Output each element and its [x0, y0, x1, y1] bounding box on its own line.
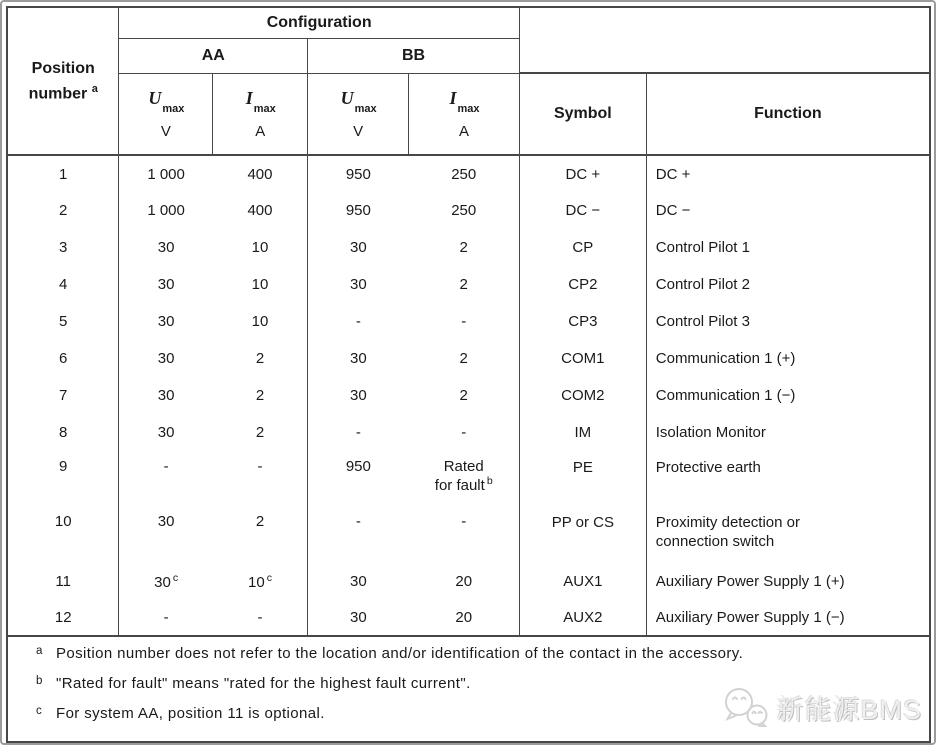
cell-bb_i: 250: [409, 192, 520, 229]
cell-bb_u: -: [355, 513, 361, 530]
cell-bb_i: 2: [409, 340, 520, 377]
footnote-marker-c: c: [36, 705, 42, 717]
position-label-line2: number: [28, 85, 88, 103]
cell-bb_u: 30: [350, 276, 367, 293]
footnote: [8, 704, 929, 734]
cell-aa_i: 2: [213, 340, 308, 377]
footnote: [8, 674, 929, 704]
table-row: [7, 600, 930, 636]
footnote: [8, 644, 929, 674]
cell-bb_i: 2: [409, 229, 520, 266]
cell-aa_i: 400: [213, 192, 308, 229]
footnote-ref-a: a: [91, 82, 98, 95]
cell-symbol: AUX2: [519, 600, 646, 636]
cell-pos: 1: [7, 155, 119, 192]
cell-aa_u: -: [163, 458, 169, 475]
cell-bb_u: -: [355, 424, 361, 441]
cell-bb_i: Rated for fault $^b$: [409, 451, 520, 506]
cell-aa_i: 2: [213, 414, 308, 451]
footnote-marker-a: a: [36, 645, 43, 657]
header-configuration: Configuration: [119, 7, 520, 38]
cell-symbol: DC +: [519, 155, 646, 192]
header-aa-imax: [213, 73, 308, 155]
cell-fn: Communication 1 (+): [655, 350, 796, 367]
header-bb-umax: [308, 73, 409, 155]
cell-bb_u: 950: [345, 165, 371, 183]
volt-unit-label: V: [353, 122, 364, 140]
cell-symbol: IM: [519, 414, 646, 451]
header-bb-imax: [409, 73, 520, 155]
footnote-text-a: Position number does not refer to the location and/or identification of the contact in the accessory.: [56, 645, 744, 662]
cell-aa_u: 30: [157, 387, 175, 404]
cell-pos: 6: [7, 340, 119, 377]
cell-symbol: AUX1: [519, 562, 646, 600]
cell-pos: 3: [7, 229, 119, 266]
table-header: [7, 7, 930, 155]
header-aa-umax: [119, 73, 213, 155]
cell-pos: 4: [7, 266, 119, 303]
cell-bb_i: -: [409, 303, 520, 340]
table-row: [7, 155, 930, 192]
amp-unit-label: A: [255, 122, 266, 140]
cell-pos: 5: [7, 303, 119, 340]
cell-pos: 7: [7, 377, 119, 414]
table-row: [7, 506, 930, 562]
cell-bb_i: -: [409, 414, 520, 451]
cell-aa_u: 30: [157, 350, 175, 367]
cell-aa_u: 1 000: [147, 202, 185, 219]
cell-aa_u: 30 $^c$: [154, 571, 179, 591]
header-symbol: Symbol: [519, 73, 646, 155]
contact-assignment-table: [6, 6, 931, 743]
cell-pos: 10: [7, 506, 119, 562]
cell-bb_i: 2: [409, 377, 520, 414]
cell-fn: Auxiliary Power Supply 1 (−): [655, 609, 845, 626]
cell-bb_i: -: [409, 506, 520, 562]
cell-aa_u: 30: [157, 313, 175, 330]
cell-bb_u: 30: [350, 350, 367, 367]
cell-symbol: CP: [519, 229, 646, 266]
cell-pos: 12: [7, 600, 119, 636]
cell-fn: Protective earth: [655, 459, 761, 476]
cell-aa_i: 400: [213, 155, 308, 192]
cell-pos: 8: [7, 414, 119, 451]
footnote-cell: [7, 636, 930, 742]
cell-fn: Communication 1 (−): [655, 387, 796, 404]
table-row: [7, 192, 930, 229]
table-row: [7, 414, 930, 451]
watermark-text: 新能源BMS: [776, 694, 922, 725]
header-row-quantities: [7, 73, 930, 155]
header-empty-cell: [519, 7, 930, 73]
cell-aa_i: -: [213, 600, 308, 636]
cell-symbol: DC −: [519, 192, 646, 229]
cell-symbol: CP3: [519, 303, 646, 340]
cell-aa_i: 10: [213, 303, 308, 340]
header-row-configuration: [7, 7, 930, 38]
cell-bb_u: 950: [345, 458, 371, 475]
volt-unit-label: V: [160, 122, 171, 140]
cell-fn: DC −: [655, 202, 691, 219]
cell-aa_i: 2: [213, 506, 308, 562]
cell-fn: Control Pilot 2: [655, 276, 750, 293]
cell-pos: 11: [7, 562, 119, 600]
table-row: [7, 303, 930, 340]
header-function: Function: [646, 73, 930, 155]
cell-aa_u: 1 000: [147, 165, 185, 183]
cell-pos: 2: [7, 192, 119, 229]
footnote-text-c: For system AA, position 11 is optional.: [56, 705, 325, 722]
umax-label: $U_{max}$: [148, 87, 185, 115]
table-row: [7, 229, 930, 266]
cell-aa_u: 30: [157, 276, 175, 293]
cell-bb_u: 30: [350, 239, 367, 256]
footnote-marker-b: b: [36, 675, 43, 687]
cell-bb_i: 2: [409, 266, 520, 303]
footnote-ref-c: c: [266, 571, 272, 584]
cell-aa_u: 30: [157, 239, 175, 256]
cell-fn: Control Pilot 1: [655, 239, 750, 256]
footnote-ref-b: b: [486, 475, 493, 487]
cell-aa_u: 30: [157, 513, 175, 530]
cell-fn: Isolation Monitor: [655, 424, 766, 441]
cell-bb_u: 30: [350, 572, 367, 590]
table-row: [7, 266, 930, 303]
cell-bb_i: 250: [409, 155, 520, 192]
table-row: [7, 377, 930, 414]
umax-label: $U_{max}$: [340, 87, 377, 115]
cell-aa_i: -: [213, 451, 308, 506]
cell-symbol: PE: [519, 451, 646, 506]
table-footnotes: [7, 636, 930, 742]
cell-aa_i: 10: [213, 229, 308, 266]
cell-symbol: COM1: [519, 340, 646, 377]
table-row: [7, 340, 930, 377]
header-position-number: [7, 7, 119, 155]
footnote-ref-c: c: [172, 571, 179, 584]
imax-label: $I_{max}$: [245, 87, 276, 115]
amp-unit-label: A: [458, 122, 469, 140]
cell-bb_u: -: [355, 313, 361, 330]
footnote-row: [7, 636, 930, 742]
table-body: [7, 155, 930, 636]
cell-bb_u: 950: [345, 202, 371, 219]
cell-symbol: CP2: [519, 266, 646, 303]
cell-bb_i: 20: [409, 600, 520, 636]
header-config-bb: BB: [308, 38, 520, 73]
table-row: [7, 562, 930, 600]
cell-fn: DC +: [655, 165, 691, 183]
imax-label: $I_{max}$: [449, 87, 480, 115]
position-label-line1: Position: [31, 59, 95, 77]
cell-aa_u: -: [163, 609, 169, 626]
cell-bb_u: 30: [350, 609, 367, 626]
cell-bb_i: 20: [409, 562, 520, 600]
cell-aa_u: 30: [157, 424, 175, 441]
cell-fn: Auxiliary Power Supply 1 (+): [655, 572, 845, 590]
cell-symbol: COM2: [519, 377, 646, 414]
cell-symbol: PP or CS: [519, 506, 646, 562]
cell-aa_i: 10: [213, 266, 308, 303]
footnote-text-b: "Rated for fault" means "rated for the highest fault current".: [56, 675, 471, 692]
cell-pos: 9: [7, 451, 119, 506]
table-row: [7, 451, 930, 506]
cell-fn: Control Pilot 3: [655, 313, 750, 330]
cell-aa_i: 10 $^c$: [213, 562, 308, 600]
cell-bb_u: 30: [350, 387, 367, 404]
header-config-aa: AA: [119, 38, 308, 73]
cell-aa_i: 2: [213, 377, 308, 414]
cell-fn: Proximity detection or connection switch: [655, 514, 800, 550]
